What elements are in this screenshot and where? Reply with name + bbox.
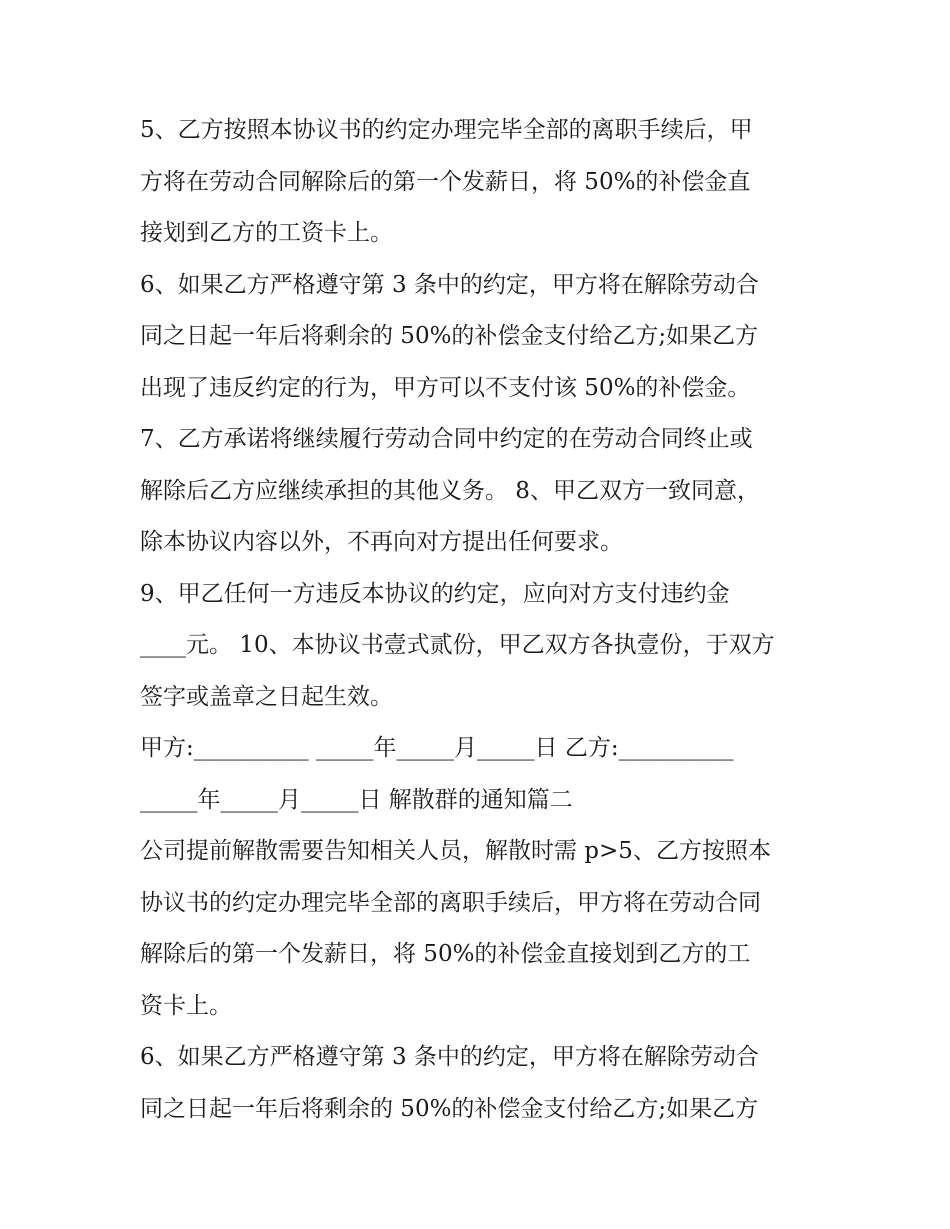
signature-date-line: _____年_____月_____日 解散群的通知篇二 — [140, 786, 573, 813]
text-line: 7、乙方承诺将继续履行劳动合同中约定的在劳动合同终止或 — [140, 426, 753, 452]
signature-line: 甲方:__________ _____年_____月_____日 乙方:__________ — [140, 735, 734, 761]
text-line: 除本协议内容以外，不再向对方提出任何要求。 — [140, 529, 623, 555]
text-line: 资卡上。 — [140, 992, 232, 1019]
text-line: 5、乙方按照本协议书的约定办理完毕全部的离职手续后，甲 — [140, 117, 753, 143]
text-line: 6、如果乙方严格遵守第 3 条中的约定，甲方将在解除劳动合 — [140, 271, 759, 298]
text-line: 9、甲乙任何一方违反本协议的约定，应向对方支付违约金 — [140, 580, 730, 607]
text-line: 接划到乙方的工资卡上。 — [140, 220, 393, 246]
text-line: 6、如果乙方严格遵守第 3 条中的约定，甲方将在解除劳动合 — [140, 1044, 759, 1070]
clause-7-8-paragraph — [140, 414, 830, 569]
text-line: 协议书的约定办理完毕全部的离职手续后，甲方将在劳动合同 — [140, 889, 761, 916]
section-two-paragraph — [140, 826, 830, 1032]
text-line: 公司提前解散需要告知相关人员，解散时需 p>5、乙方按照本 — [140, 838, 771, 864]
text-line: 方将在劳动合同解除后的第一个发薪日，将 50%的补偿金直 — [140, 168, 751, 195]
clause-5-paragraph — [140, 105, 830, 260]
clause-6-repeat-paragraph — [140, 1032, 830, 1135]
text-line: 解除后乙方应继续承担的其他义务。 8、甲乙双方一致同意， — [140, 477, 760, 504]
text-line: 同之日起一年后将剩余的 50%的补偿金支付给乙方;如果乙方 — [140, 323, 759, 349]
signature-block — [140, 723, 830, 826]
text-line: 出现了违反约定的行为，甲方可以不支付该 50%的补偿金。 — [140, 374, 751, 401]
text-line: 签字或盖章之日起生效。 — [140, 683, 393, 710]
document-body — [140, 105, 830, 1135]
clause-9-10-paragraph — [140, 569, 830, 724]
text-line: 解除后的第一个发薪日，将 50%的补偿金直接划到乙方的工 — [140, 941, 751, 967]
text-line: 同之日起一年后将剩余的 50%的补偿金支付给乙方;如果乙方 — [140, 1095, 759, 1122]
text-line: ____元。 10、本协议书壹式贰份，甲乙双方各执壹份，于双方 — [140, 632, 775, 658]
clause-6-paragraph — [140, 260, 830, 415]
